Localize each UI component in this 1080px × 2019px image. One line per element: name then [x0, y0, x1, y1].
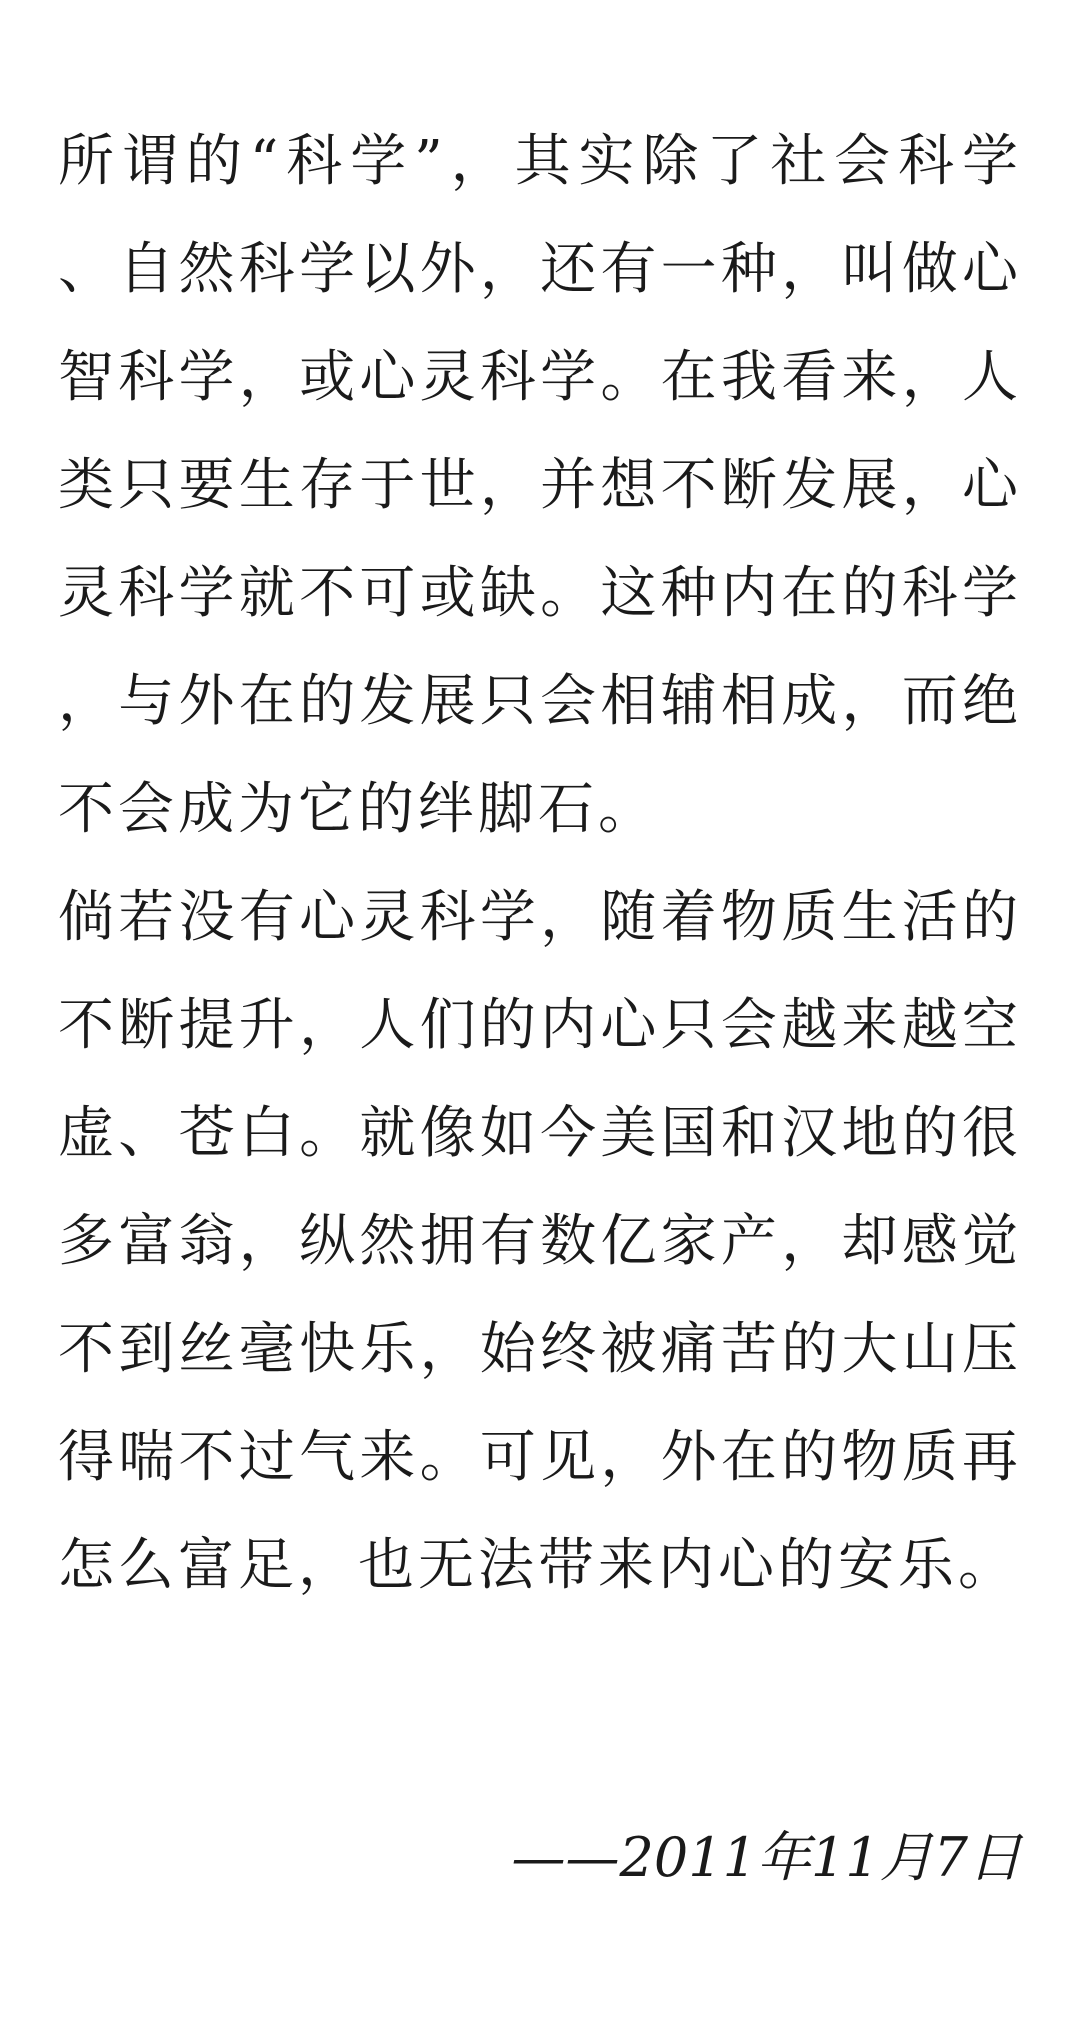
paragraph-2: 倘若没有心灵科学，随着物质生活的不断提升，人们的内心只会越来越空虚、苍白。就像如今美国和汉地的很多富翁，纵然拥有数亿家产，却感觉不到丝毫快乐，始终被痛苦的大山压得喘不过气来。可见，外在的物质再怎么富足，也无法带来内心的安乐。: [58, 885, 1022, 1598]
date-signature: ——2011年11月7日: [511, 1826, 1022, 1889]
paragraph-1: 所谓的“科学”，其实除了社会科学、自然科学以外，还有一种，叫做心智科学，或心灵科学。在我看来，人类只要生存于世，并想不断发展，心灵科学就不可或缺。这种内在的科学，与外在的发展只会相辅相成，而绝不会成为它的绊脚石。: [58, 129, 1022, 842]
